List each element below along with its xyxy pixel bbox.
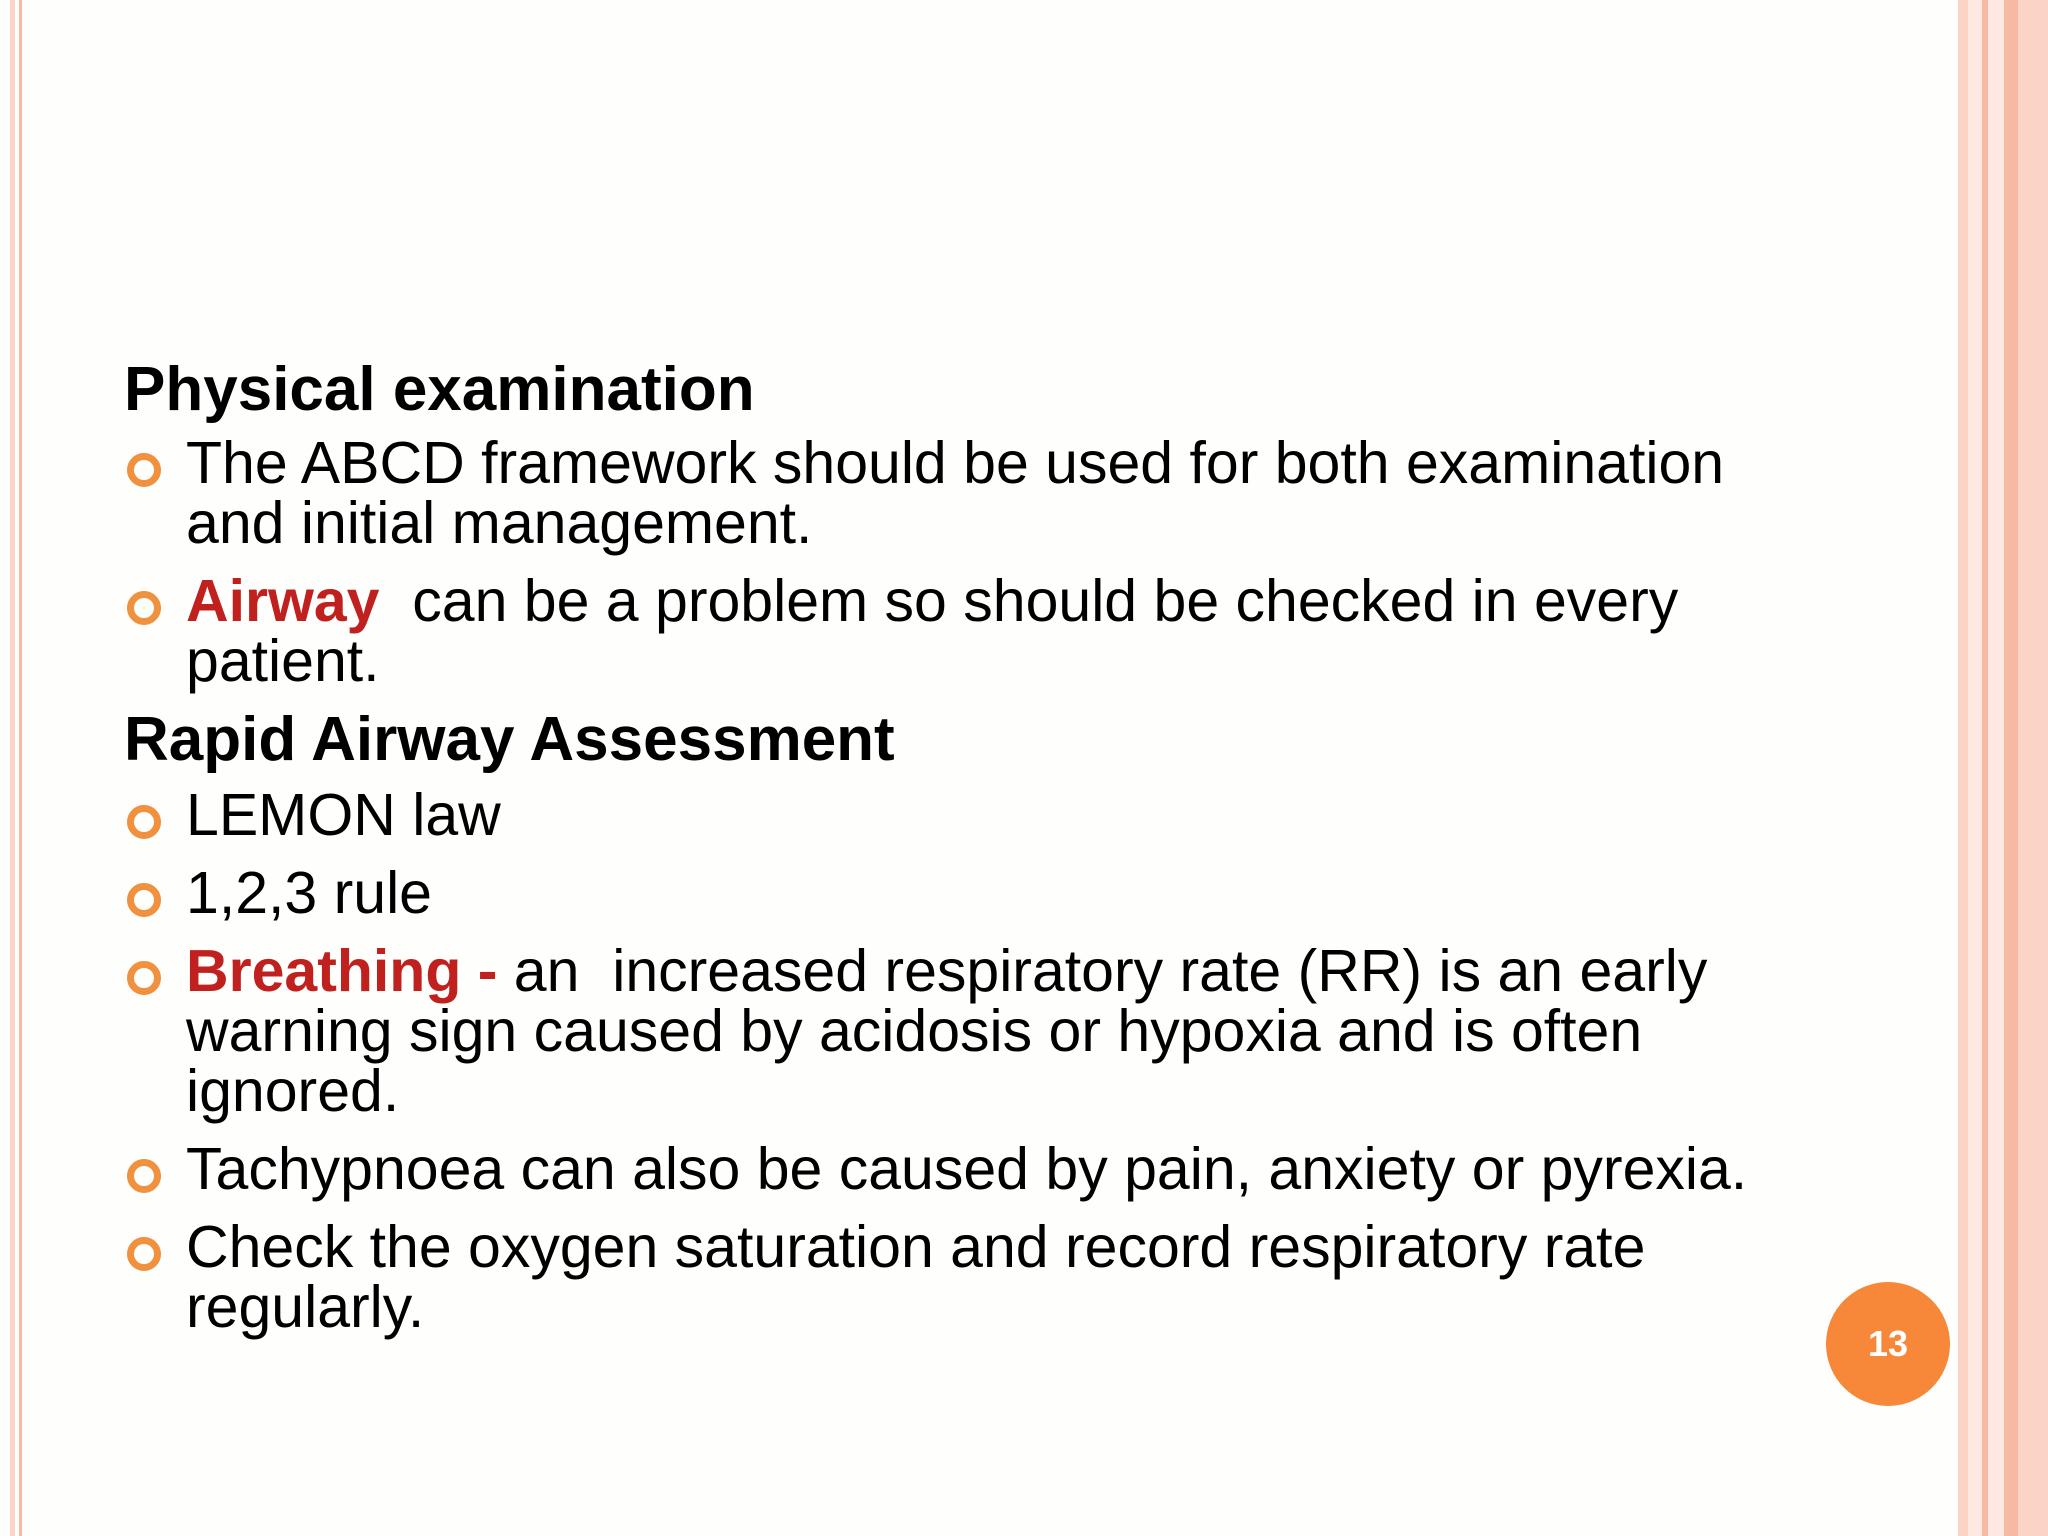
bullet-circle-icon xyxy=(127,1237,161,1271)
section-rapid-airway-assessment xyxy=(124,705,1764,1340)
list-item xyxy=(124,1214,1764,1340)
bullet-circle-icon xyxy=(127,591,161,625)
list-item xyxy=(124,1136,1764,1202)
page-number: 13 xyxy=(1867,1323,1909,1364)
left-border-stripe-outer xyxy=(10,0,15,1536)
bullet-circle-icon xyxy=(127,805,161,839)
bullet-circle-icon xyxy=(127,883,161,917)
section-heading: Rapid Airway Assessment xyxy=(124,705,895,774)
bullet-circle-icon xyxy=(127,961,161,995)
bullet-circle-icon xyxy=(127,1159,161,1193)
left-border-stripe-inner xyxy=(19,0,22,1536)
right-border-stripe-2 xyxy=(1968,0,1982,1536)
list-item xyxy=(124,782,1764,848)
bullet-circle-icon xyxy=(127,453,161,487)
page-number-badge xyxy=(1826,1282,1950,1406)
slide-content xyxy=(124,355,1764,1340)
list-item xyxy=(124,568,1764,694)
bullet-text: can be a problem so should be checked in every patient. xyxy=(186,568,1695,694)
list-item xyxy=(124,938,1764,1124)
bullet-text: 1,2,3 rule xyxy=(186,860,432,926)
bullet-emphasis: Airway xyxy=(186,568,380,634)
bullet-text: The ABCD framework should be used for both examination and initial management. xyxy=(186,430,1725,556)
section-physical-examination xyxy=(124,355,1764,694)
bullet-text: Tachypnoea can also be caused by pain, anxiety or pyrexia. xyxy=(186,1136,1748,1202)
right-border-stripe-5 xyxy=(2004,0,2018,1536)
list-item xyxy=(124,430,1764,556)
bullet-text: LEMON law xyxy=(186,782,501,848)
section-heading: Physical examination xyxy=(124,355,755,424)
list-item xyxy=(124,860,1764,926)
bullet-text: an increased respiratory rate (RR) is an early warning sign caused by acidosis or hypoxia and is often ignored. xyxy=(186,938,1724,1124)
right-border-stripe-4 xyxy=(1988,0,2004,1536)
bullet-emphasis: Breathing - xyxy=(186,938,514,1004)
right-border-stripe-1 xyxy=(1958,0,1968,1536)
bullet-text: Check the oxygen saturation and record respiratory rate regularly. xyxy=(186,1214,1646,1340)
right-border-stripe-6 xyxy=(2018,0,2048,1536)
